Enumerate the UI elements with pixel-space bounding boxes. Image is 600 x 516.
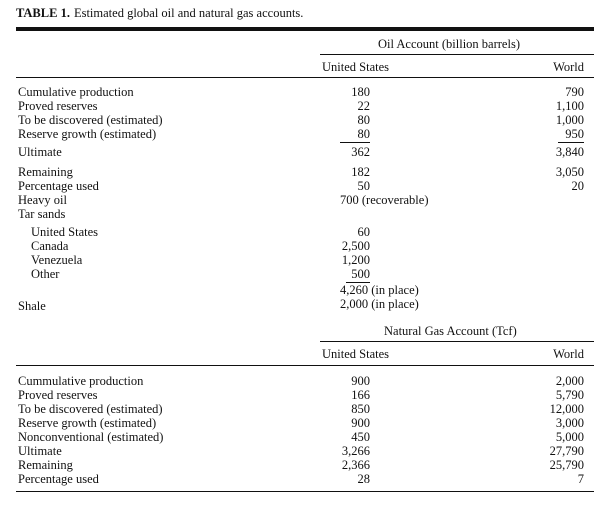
table-row-label: Canada xyxy=(31,239,69,253)
table-cell-world: 2,000 xyxy=(555,374,584,388)
table-row-label: To be discovered (estimated) xyxy=(18,402,163,416)
table-row-label: Proved reserves xyxy=(18,388,98,402)
table-cell-world: 25,790 xyxy=(549,458,584,472)
table-row-label: Shale xyxy=(18,299,46,313)
table-cell-us: 2,500 xyxy=(341,239,370,253)
table-cell-us: 22 xyxy=(357,99,370,113)
table-cell-us: 500 xyxy=(351,267,370,281)
table-cell-us: 50 xyxy=(357,179,370,193)
table-cell-us: 900 xyxy=(351,374,370,388)
table-caption xyxy=(16,6,303,21)
gas-account-title: Natural Gas Account (Tcf) xyxy=(384,324,517,338)
table-cell-us: 2,000 (in place) xyxy=(340,297,419,311)
table-row-label: Tar sands xyxy=(18,207,66,221)
table-cell-world: 3,000 xyxy=(555,416,584,430)
oil-columns-rule xyxy=(16,77,594,78)
table-row-label: Venezuela xyxy=(31,253,83,267)
oil-col-us: United States xyxy=(322,60,390,74)
table-cell-world: 12,000 xyxy=(549,402,584,416)
gas-columns-rule xyxy=(16,365,594,366)
table-cell-world: 3,840 xyxy=(555,145,584,159)
table-cell-us: 362 xyxy=(351,145,370,159)
table-cell-world: 27,790 xyxy=(549,444,584,458)
table-cell-world: 1,100 xyxy=(555,99,584,113)
table-row-label: Percentage used xyxy=(18,472,99,486)
table-row-label: Cummulative production xyxy=(18,374,144,388)
table-cell-us: 60 xyxy=(357,225,370,239)
table-row-label: Proved reserves xyxy=(18,99,98,113)
table-cell-us: 900 xyxy=(351,416,370,430)
table-title: Estimated global oil and natural gas accounts. xyxy=(73,6,304,20)
table-cell-us: 80 xyxy=(357,113,370,127)
table-cell-us: 850 xyxy=(351,402,370,416)
table-row-label: Nonconventional (estimated) xyxy=(18,430,164,444)
table-row-label: Ultimate xyxy=(18,145,62,159)
table-cell-world: 5,000 xyxy=(555,430,584,444)
table-row-label: Remaining xyxy=(18,165,73,179)
oil-header-rule xyxy=(320,54,594,55)
table-cell-world: 790 xyxy=(565,85,584,99)
table-row-label: Reserve growth (estimated) xyxy=(18,416,157,430)
table-row-label: Ultimate xyxy=(18,444,62,458)
gas-header-rule xyxy=(320,341,594,342)
table-cell-us: 180 xyxy=(351,85,370,99)
gas-col-us: United States xyxy=(322,347,390,361)
table-row-label: Percentage used xyxy=(18,179,99,193)
table-row-label: Remaining xyxy=(18,458,73,472)
table-cell-us: 80 xyxy=(357,127,370,141)
table-cell-world: 7 xyxy=(577,472,584,486)
oil-account-title: Oil Account (billion barrels) xyxy=(378,37,520,51)
table-cell-us: 4,260 (in place) xyxy=(340,283,419,297)
table-row-label: Cumulative production xyxy=(18,85,134,99)
table-row-label: Heavy oil xyxy=(18,193,67,207)
table-cell-us: 450 xyxy=(351,430,370,444)
oil-col-world: World xyxy=(553,60,584,74)
table-cell-us: 3,266 xyxy=(341,444,370,458)
bottom-rule xyxy=(16,491,594,492)
top-thick-rule xyxy=(16,27,594,31)
subtotal-underline xyxy=(340,142,370,143)
table-cell-us: 1,200 xyxy=(341,253,370,267)
table-cell-us: 700 (recoverable) xyxy=(340,193,429,207)
subtotal-underline xyxy=(558,142,584,143)
table-cell-world: 3,050 xyxy=(555,165,584,179)
table-cell-us: 2,366 xyxy=(341,458,370,472)
table-cell-world: 20 xyxy=(571,179,584,193)
table-row-label: To be discovered (estimated) xyxy=(18,113,163,127)
table-cell-world: 1,000 xyxy=(555,113,584,127)
table-cell-world: 5,790 xyxy=(555,388,584,402)
table-cell-us: 182 xyxy=(351,165,370,179)
table-row-label: Other xyxy=(31,267,60,281)
table-number: TABLE 1. xyxy=(16,6,70,20)
table-cell-world: 950 xyxy=(565,127,584,141)
table-row-label: United States xyxy=(31,225,99,239)
table-row-label: Reserve growth (estimated) xyxy=(18,127,157,141)
table-cell-us: 166 xyxy=(351,388,370,402)
table-cell-us: 28 xyxy=(357,472,370,486)
gas-col-world: World xyxy=(553,347,584,361)
